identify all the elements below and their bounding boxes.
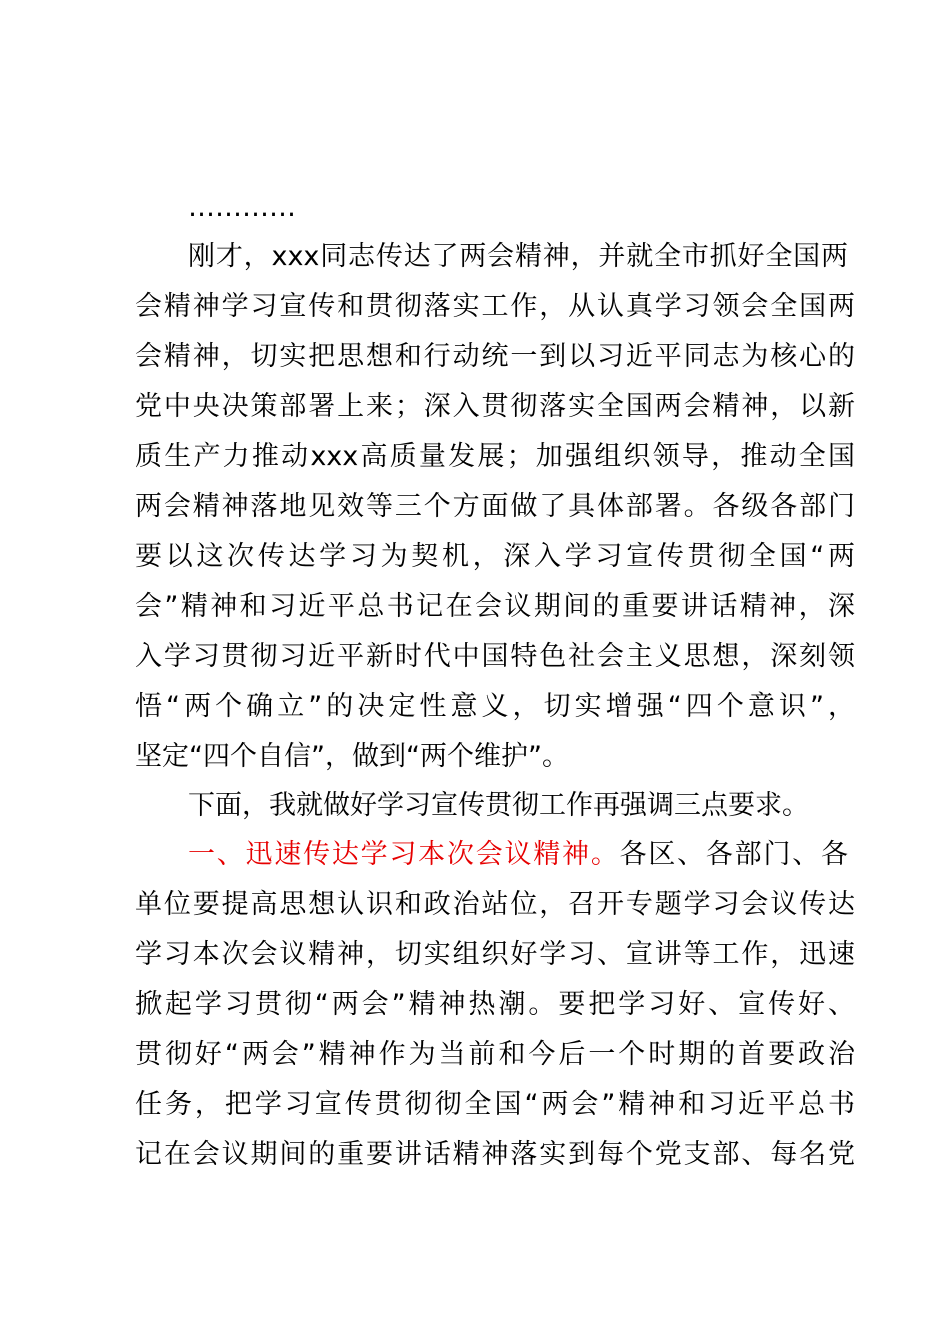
section-1-line-6: 任务，把学习宣传贯彻彻全国“两会”精神和习近平总书	[135, 1089, 855, 1120]
paragraph-1-line-7: 要以这次传达学习为契机，深入学习宣传贯彻全国“两	[135, 541, 855, 572]
section-1-first-line	[188, 830, 848, 880]
paragraph-2: 下面，我就做好学习宣传贯彻工作再强调三点要求。	[188, 790, 809, 821]
paragraph-1-line-11: 坚定“四个自信”，做到“两个维护”。	[135, 741, 569, 772]
paragraph-1-line-4: 党中央决策部署上来；深入贯彻落实全国两会精神，以新	[135, 391, 855, 422]
section-1-line-4: 掀起学习贯彻“两会”精神热潮。要把学习好、宣传好、	[135, 989, 855, 1020]
paragraph-1-line-6: 两会精神落地见效等三个方面做了具体部署。各级各部门	[135, 491, 855, 522]
ellipsis-line: …………	[188, 192, 296, 223]
section-1-line-3: 学习本次会议精神，切实组织好学习、宣讲等工作，迅速	[135, 939, 855, 970]
paragraph-1-line-5: 质生产力推动xxx高质量发展；加强组织领导，推动全国	[135, 441, 855, 472]
section-1-first-line-rest: 各区、各部门、各	[619, 839, 849, 870]
paragraph-1-line-8: 会”精神和习近平总书记在会议期间的重要讲话精神，深	[135, 591, 855, 622]
paragraph-1-line-10: 悟“两个确立”的决定性意义，切实增强“四个意识”，	[135, 691, 855, 722]
paragraph-1-line-9: 入学习贯彻习近平新时代中国特色社会主义思想，深刻领	[135, 641, 855, 672]
paragraph-1-line-3: 会精神，切实把思想和行动统一到以习近平同志为核心的	[135, 341, 855, 372]
paragraph-1-line-2: 会精神学习宣传和贯彻落实工作，从认真学习领会全国两	[135, 291, 855, 322]
section-1-heading: 一、迅速传达学习本次会议精神。	[188, 839, 620, 870]
section-1-line-2: 单位要提高思想认识和政治站位，召开专题学习会议传达	[135, 889, 855, 920]
section-1-line-7: 记在会议期间的重要讲话精神落实到每个党支部、每名党	[135, 1139, 855, 1170]
section-1-line-5: 贯彻好“两会”精神作为当前和今后一个时期的首要政治	[135, 1039, 855, 1070]
paragraph-1-line-1: 刚才，xxx同志传达了两会精神，并就全市抓好全国两	[188, 241, 848, 272]
